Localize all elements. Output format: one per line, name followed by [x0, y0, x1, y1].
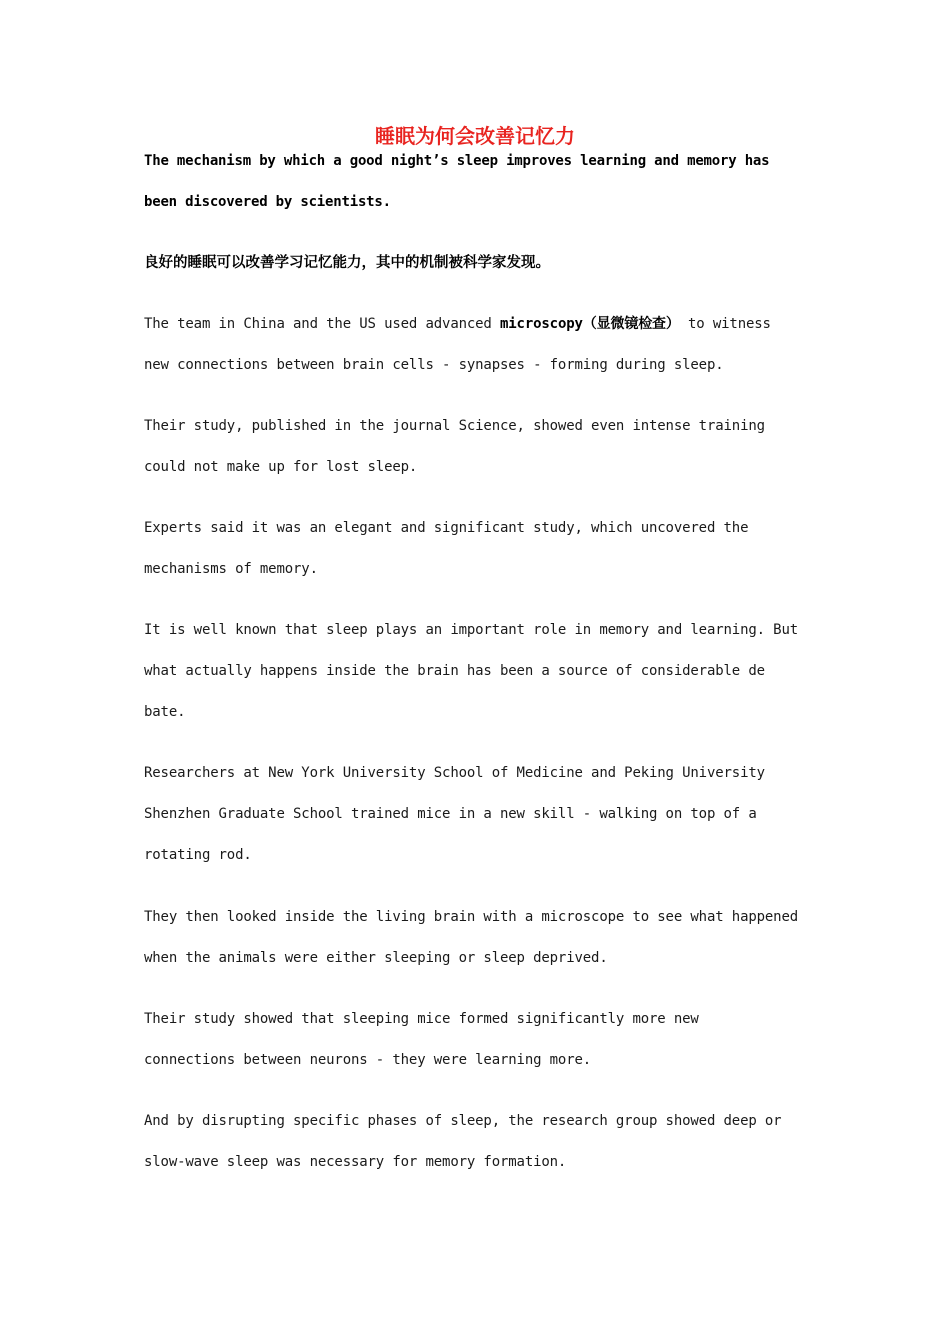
text-run: to witness [679, 316, 771, 332]
page-title: 睡眠为何会改善记忆力 [375, 124, 575, 148]
text-line: Shenzhen Graduate School trained mice in a new skill - walking on top of a [144, 806, 757, 822]
text-line: The mechanism by which a good night’s sleep improves learning and memory has [144, 153, 770, 169]
text-line [144, 304, 814, 345]
text-line: mechanisms of memory. [144, 561, 318, 577]
text-line: when the animals were either sleeping or sleep deprived. [144, 950, 608, 966]
paragraph-3 [144, 508, 814, 590]
intro-english [144, 141, 814, 223]
text-line: Experts said it was an elegant and significant study, which uncovered the [144, 520, 749, 536]
text-line: They then looked inside the living brain with a microscope to see what happened [144, 909, 799, 925]
paragraph-8 [144, 1101, 814, 1183]
text-line: slow-wave sleep was necessary for memory formation. [144, 1154, 567, 1170]
text-line: It is well known that sleep plays an important role in memory and learning. But [144, 622, 799, 638]
term-microscopy: microscopy [500, 316, 583, 332]
paragraph-1 [144, 304, 814, 386]
paragraph-4 [144, 610, 814, 733]
text-line: Researchers at New York University School of Medicine and Peking University [144, 765, 765, 781]
text-line: bate. [144, 704, 186, 720]
text-line: 良好的睡眠可以改善学习记忆能力，其中的机制被科学家发现。 [144, 255, 550, 271]
term-gloss: （显微镜检查） [582, 316, 680, 332]
text-line: new connections between brain cells - synapses - forming during sleep. [144, 357, 724, 373]
paragraph-6 [144, 897, 814, 979]
text-line: connections between neurons - they were learning more. [144, 1052, 592, 1068]
intro-chinese [144, 243, 814, 284]
text-line: And by disrupting specific phases of sleep, the research group showed deep or [144, 1113, 782, 1129]
paragraph-2 [144, 406, 814, 488]
text-line: Their study, published in the journal Science, showed even intense training [144, 418, 765, 434]
paragraph-7 [144, 999, 814, 1081]
text-line: Their study showed that sleeping mice formed significantly more new [144, 1011, 699, 1027]
text-line: what actually happens inside the brain has been a source of considerable de [144, 663, 765, 679]
text-run: The team in China and the US used advanced [144, 316, 500, 332]
text-line: been discovered by scientists. [144, 194, 391, 210]
text-line: could not make up for lost sleep. [144, 459, 418, 475]
text-line: rotating rod. [144, 847, 252, 863]
paragraph-5 [144, 753, 814, 876]
